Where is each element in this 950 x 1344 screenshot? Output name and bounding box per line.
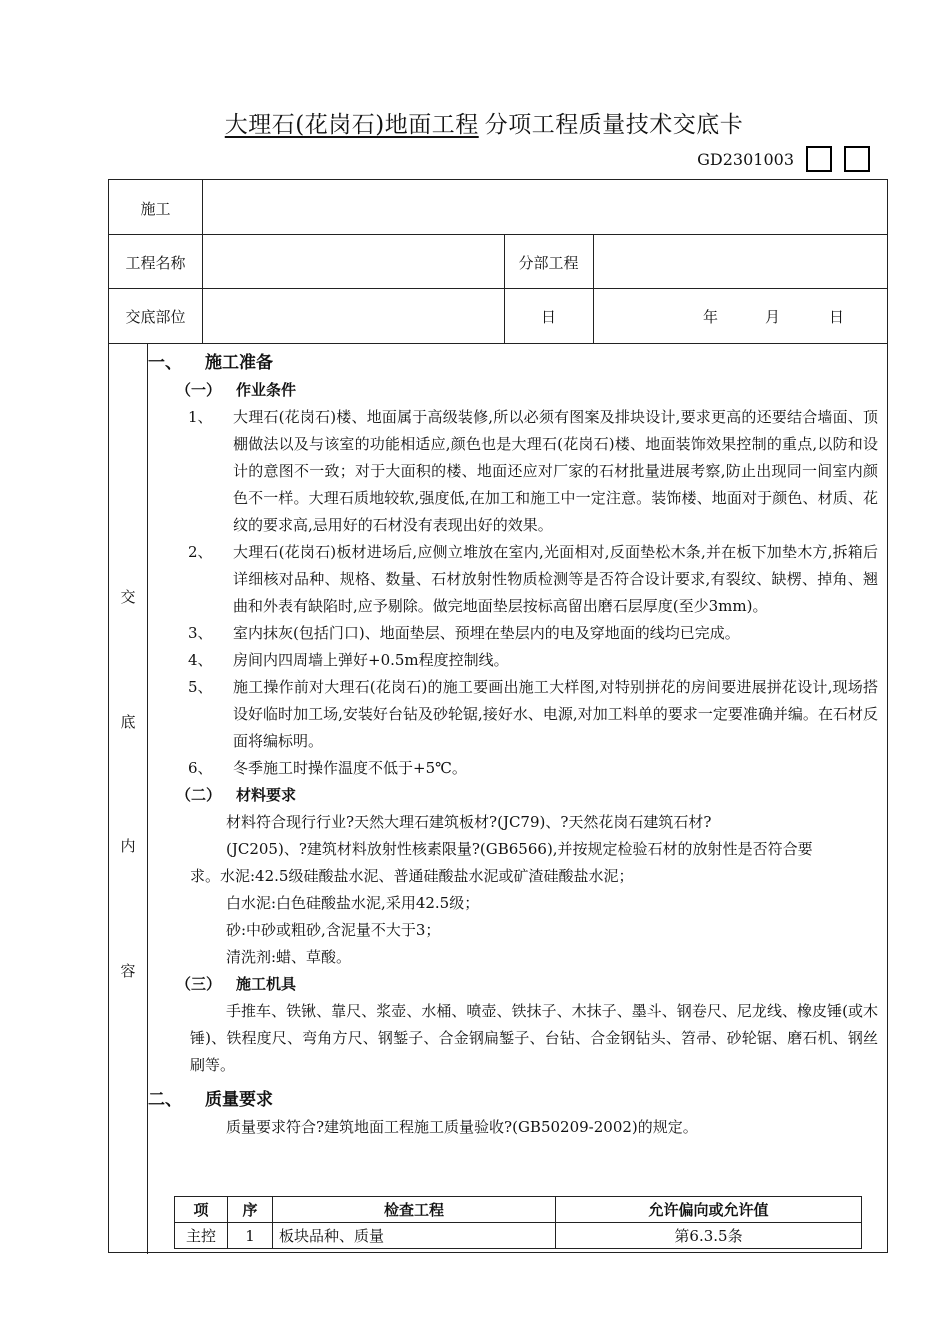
- quality-text: 质量要求符合?建筑地面工程施工质量验收?(GB50209-2002)的规定。: [226, 1118, 698, 1136]
- material-line: 砂:中砂或粗砂,含泥量不大于3；: [226, 921, 441, 939]
- list-item: 5、 施工操作前对大理石(花岗石)的施工要画出施工大样图,对特别拼花的房间要进展拼花设计,现场搭设好临时加工场,安装好台钻及砂轮锯,接好水、电源,对加工料单的要求一定要准确并编。在石材反面将编标明。: [188, 678, 878, 750]
- sub1-heading: （一） 作业条件: [176, 381, 297, 399]
- quality-table: [174, 1196, 862, 1249]
- list-item: 4、 房间内四周墙上弹好+0.5m程度控制线。: [188, 651, 509, 669]
- row-divider: [109, 234, 887, 235]
- tools-text: 手推车、铁锹、靠尺、浆壶、水桶、喷壶、铁抹子、木抹子、墨斗、钢卷尺、尼龙线、橡皮锤(或木锤)、铁程度尺、弯角方尺、钢錾子、合金钢扁錾子、台钻、合金钢钻头、笤帚、砂轮锯、磨石机、钢丝刷等。: [190, 1002, 878, 1074]
- col-header: 项: [175, 1197, 228, 1223]
- date-month: 月: [765, 308, 781, 326]
- side-label-char: 内: [120, 837, 136, 855]
- table-cell: 主控: [175, 1223, 228, 1249]
- table-header-row: [175, 1197, 862, 1223]
- row-divider: [109, 288, 887, 289]
- project-name-label: 工程名称: [125, 254, 186, 272]
- division-label: 分部工程: [518, 254, 579, 272]
- material-line: (JC205)、?建筑材料放射性核素限量?(GB6566),并按规定检验石材的放射性是否符合要: [226, 840, 813, 858]
- row-divider: [109, 343, 887, 344]
- doc-code: GD2301003: [697, 149, 794, 169]
- date-year: 年: [703, 308, 719, 326]
- doc-code-row: [697, 146, 870, 172]
- list-item: 6、 冬季施工时操作温度不低于+5℃。: [188, 759, 467, 777]
- sub2-heading: （二） 材料要求: [176, 786, 297, 804]
- location-label: 交底部位: [125, 308, 186, 326]
- title-underlined: 大理石(花岗石)地面工程: [224, 112, 479, 138]
- document-title: [0, 106, 950, 139]
- col-divider: [202, 180, 203, 343]
- day-label: 日: [540, 308, 556, 326]
- section1-heading: 一、 施工准备: [148, 353, 273, 373]
- col-header: 序: [228, 1197, 273, 1223]
- table-row: [175, 1223, 862, 1249]
- checkbox-2[interactable]: [844, 146, 870, 172]
- side-label-char: 交: [120, 588, 136, 606]
- checkbox-1[interactable]: [806, 146, 832, 172]
- table-cell: 第6.3.5条: [556, 1223, 862, 1249]
- date-day: 日: [829, 308, 845, 326]
- col-header: 检查工程: [273, 1197, 556, 1223]
- list-item: 1、 大理石(花岗石)楼、地面属于高级装修,所以必须有图案及排块设计,要求更高的还要结合墙面、顶棚做法以及与该室的功能相适应,颜色也是大理石(花岗石)楼、地面装饰效果控制的重点,以防和设计的意图不一致；对于大面积的楼、地面还应对厂家的石材批量进展考察,防止出现同一间室内颜色不一样。大理石质地较软,强度低,在加工和施工中一定注意。装饰楼、地面对于颜色、材质、花纹的要求高,忌用好的石材没有表现出好的效果。: [188, 408, 878, 534]
- col-divider: [593, 234, 594, 343]
- table-cell: 板块品种、质量: [273, 1223, 556, 1249]
- sub3-heading: （三） 施工机具: [176, 975, 297, 993]
- title-rest: 分项工程质量技术交底卡: [484, 112, 744, 138]
- side-label-char: 底: [120, 713, 136, 731]
- section2-heading: 二、 质量要求: [148, 1090, 273, 1110]
- list-item: 2、 大理石(花岗石)板材进场后,应侧立堆放在室内,光面相对,反面垫松木条,并在板下加垫木方,拆箱后详细核对品种、规格、数量、石材放射性物质检测等是否符合设计要求,有裂纹、缺楞、掉角、翘曲和外表有缺陷时,应予剔除。做完地面垫层按标高留出磨石层厚度(至少3mm)。: [188, 543, 878, 615]
- material-line: 白水泥:白色硅酸盐水泥,采用42.5级；: [226, 894, 480, 912]
- table-cell: 1: [228, 1223, 273, 1249]
- material-line: 材料符合现行行业?天然大理石建筑板材?(JC79)、?天然花岗石建筑石材?: [226, 813, 712, 831]
- col-header: 允许偏向或允许值: [556, 1197, 862, 1223]
- material-line: 清洗剂:蜡、草酸。: [226, 948, 352, 966]
- list-item: 3、 室内抹灰(包括门口)、地面垫层、预埋在垫层内的电及穿地面的线均已完成。: [188, 624, 740, 642]
- construction-label: 施工: [140, 200, 171, 218]
- disclosure-content: [148, 350, 878, 1141]
- material-line: 求。水泥:42.5级硅酸盐水泥、普通硅酸盐水泥或矿渣硅酸盐水泥；: [190, 867, 634, 885]
- side-label-char: 容: [120, 962, 136, 980]
